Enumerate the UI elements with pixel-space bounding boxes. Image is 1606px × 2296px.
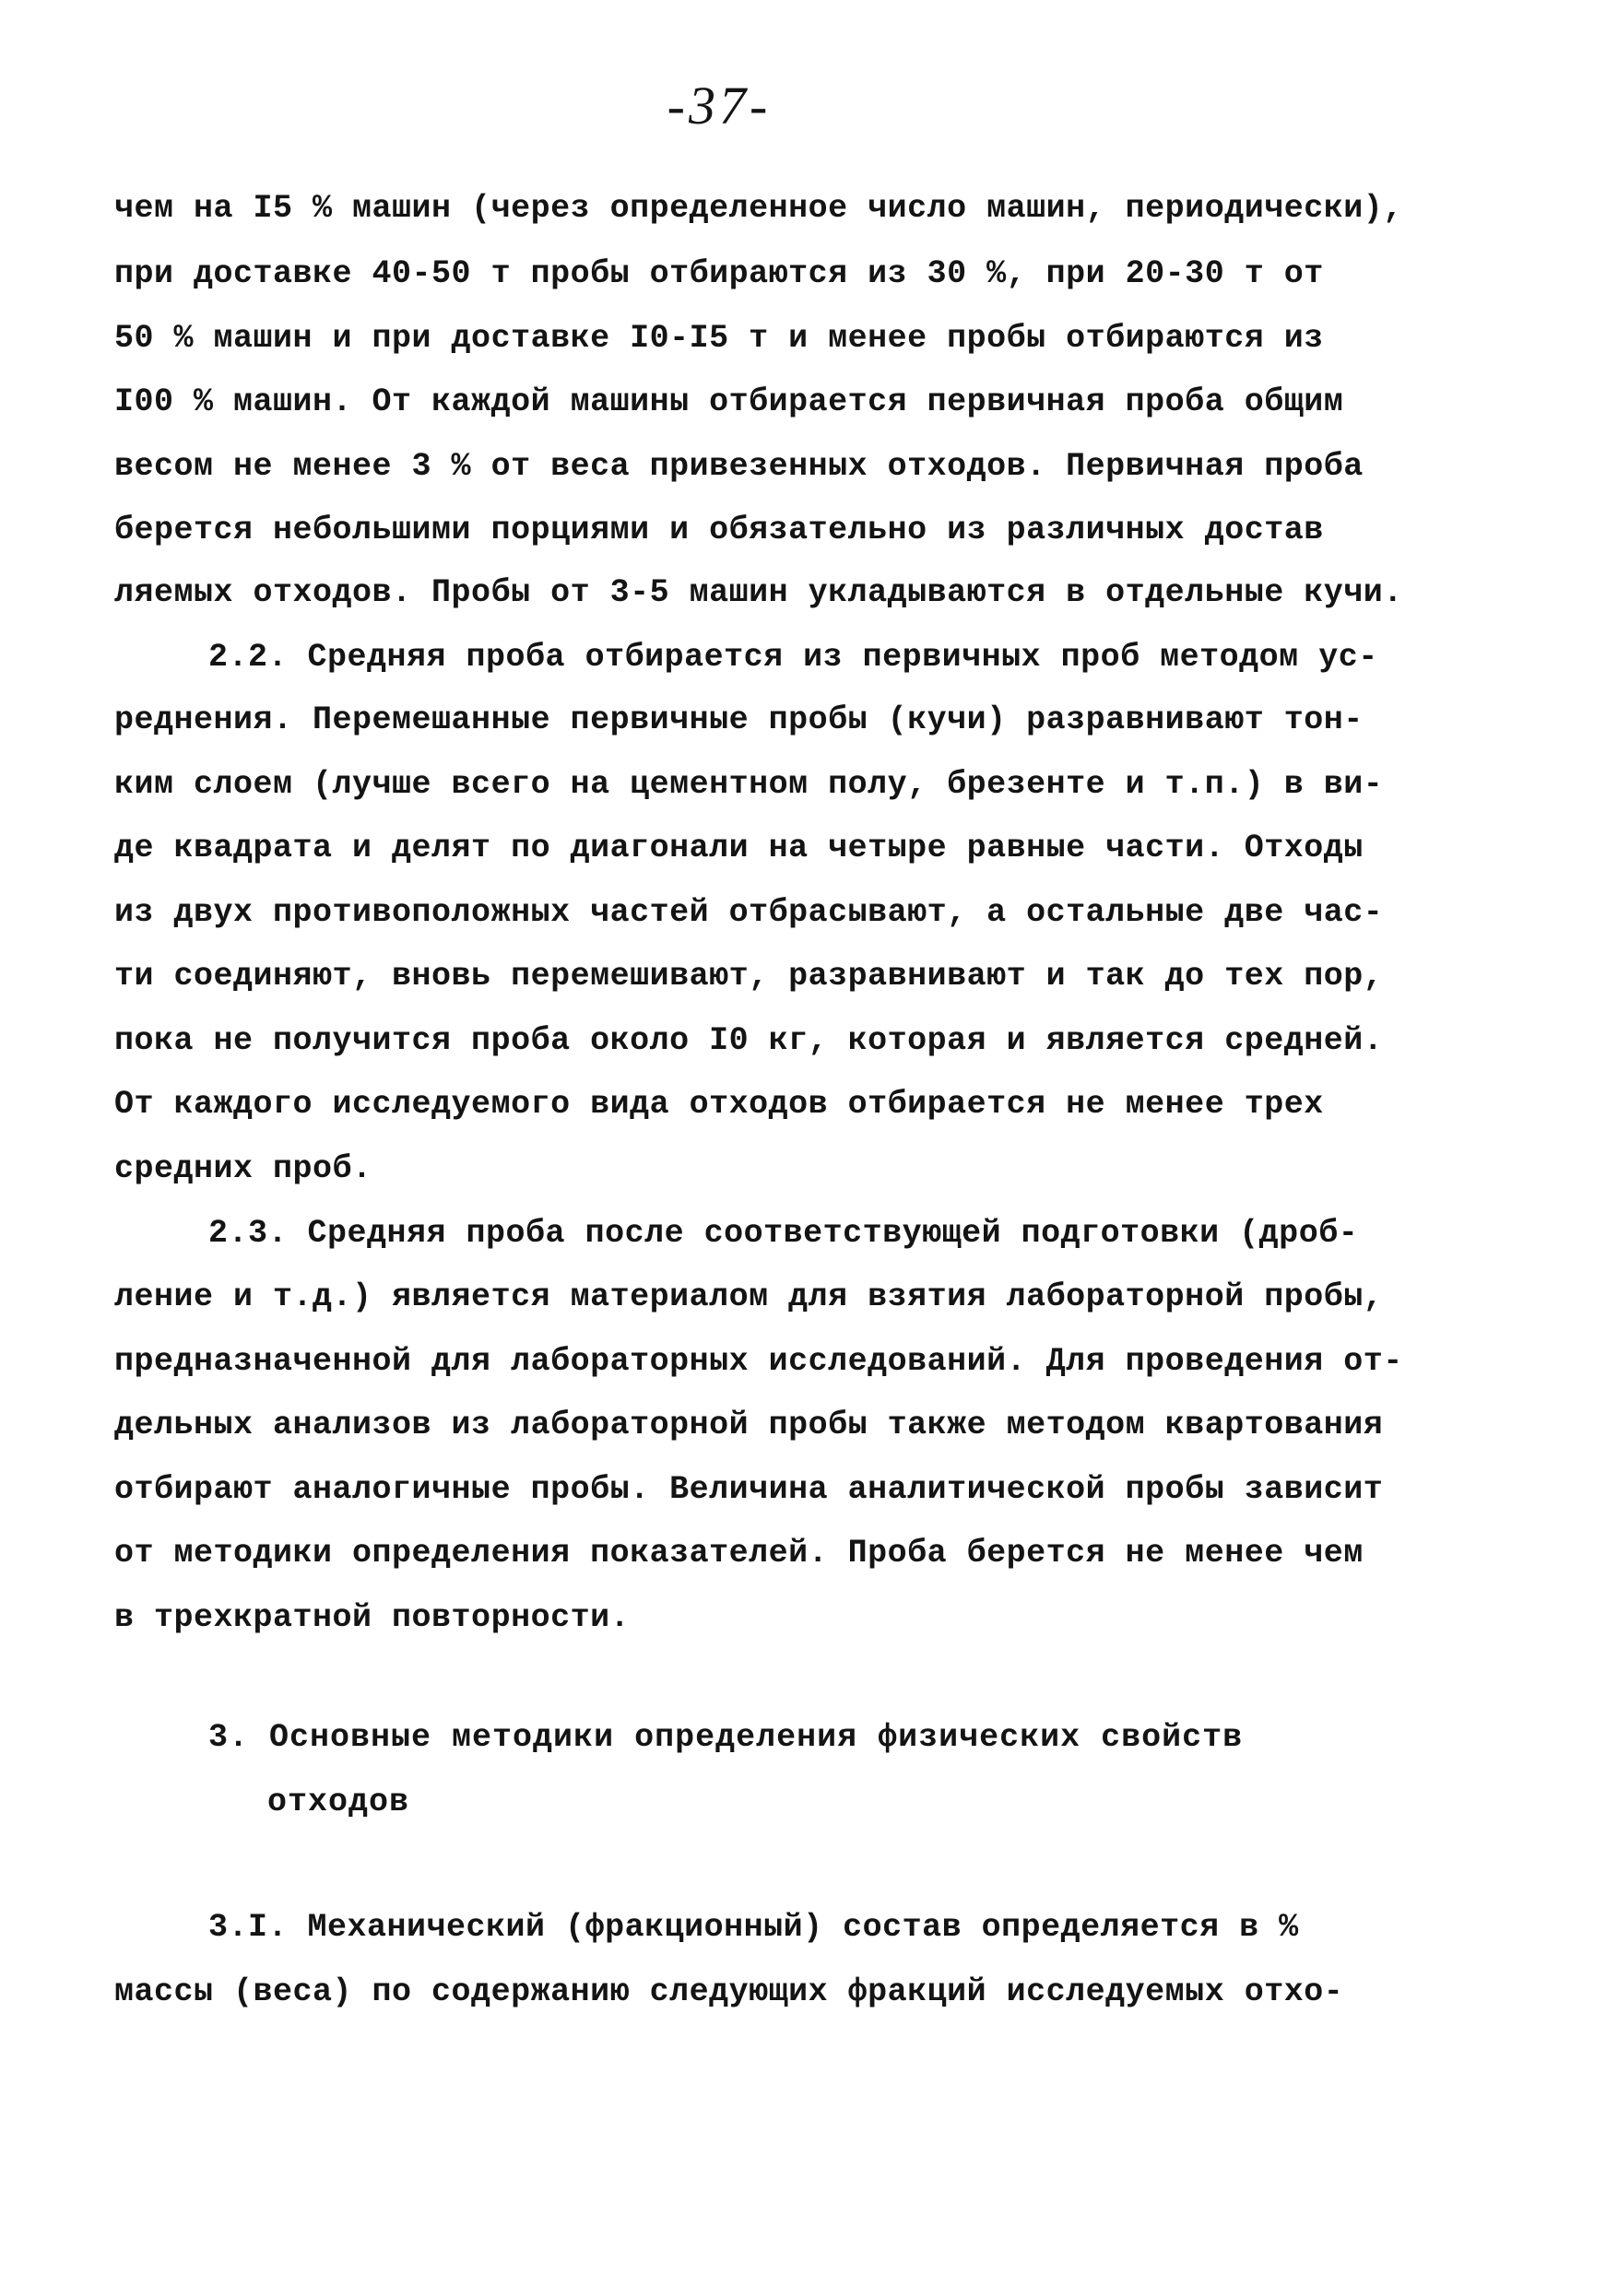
text-line: 2.2. Средняя проба отбирается из первичных проб методом ус- [208,639,1378,676]
text-line: чем на I5 % машин (через определенное число машин, периодически), [114,190,1403,227]
text-line: отбирают аналогичные пробы. Величина аналитической пробы зависит [114,1471,1384,1508]
heading-line: отходов [267,1784,410,1820]
text-line: массы (веса) по содержанию следующих фракций исследуемых отхо- [114,1973,1344,2010]
text-line: берется небольшими порциями и обязательно из различных достав [114,512,1324,548]
text-line: от методики определения показателей. Проба берется не менее чем [114,1535,1364,1572]
heading-line: 3. Основные методики определения физических свойств [208,1719,1244,1756]
text-line: I00 % машин. От каждой машины отбирается первичная проба общим [114,383,1344,420]
text-line: ление и т.д.) является материалом для взятия лабораторной пробы, [114,1278,1384,1315]
text-line: реднения. Перемешанные первичные пробы (кучи) разравнивают тон- [114,701,1364,738]
text-line: при доставке 40-50 т пробы отбираются из 30 %, при 20-30 т от [114,255,1324,292]
text-line: 2.3. Средняя проба после соответствующей подготовки (дроб- [208,1215,1359,1252]
text-line: От каждого исследуемого вида отходов отбирается не менее трех [114,1086,1324,1123]
text-line: весом не менее 3 % от веса привезенных отходов. Первичная проба [114,448,1364,485]
text-line: в трехкратной повторности. [114,1599,631,1636]
text-line: де квадрата и делят по диагонали на четыре равные части. Отходы [114,830,1364,866]
text-line: ким слоем (лучше всего на цементном полу, брезенте и т.п.) в ви- [114,766,1384,803]
text-line: средних проб. [114,1150,372,1187]
page-number: -37- [667,76,772,135]
text-line: предназначенной для лабораторных исследований. Для проведения от- [114,1343,1403,1380]
text-line: дельных анализов из лабораторной пробы также методом квартования [114,1407,1384,1443]
text-line: 3.I. Механический (фракционный) состав определяется в % [208,1909,1299,1946]
text-line: пока не получится проба около I0 кг, которая и является средней. [114,1022,1384,1059]
text-line: из двух противоположных частей отбрасывают, а остальные две час- [114,894,1384,931]
text-line: ти соединяют, вновь перемешивают, разравнивают и так до тех пор, [114,958,1384,995]
text-line: 50 % машин и при доставке I0-I5 т и менее пробы отбираются из [114,320,1324,357]
text-line: ляемых отходов. Пробы от 3-5 машин укладываются в отдельные кучи. [114,574,1403,611]
